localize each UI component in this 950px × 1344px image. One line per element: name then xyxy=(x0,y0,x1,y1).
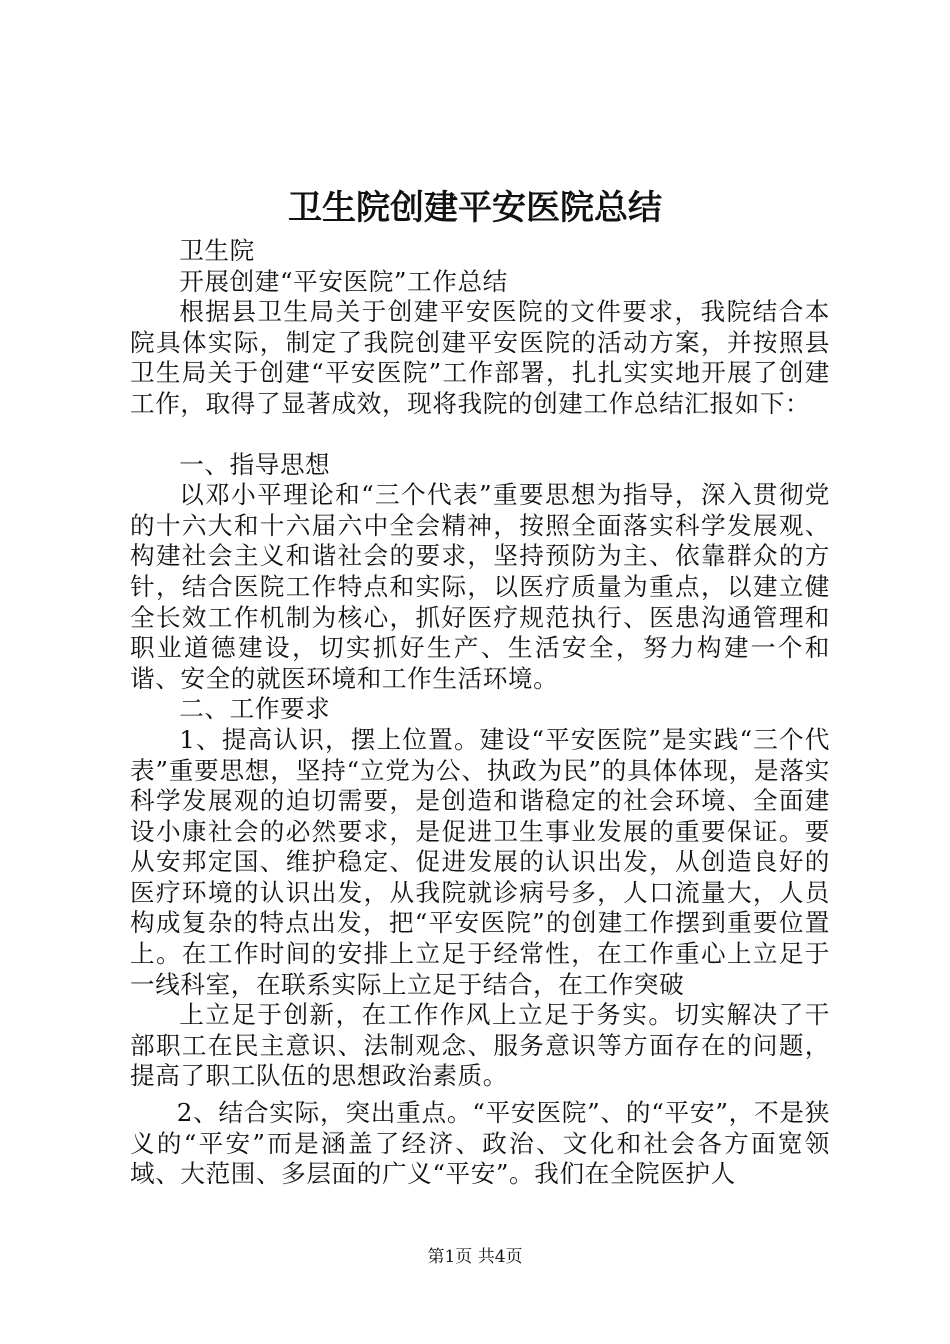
section-heading-guiding-ideology: 一、指导思想 xyxy=(179,449,331,479)
requirement-2-paragraph: 2、结合实际，突出重点。“平安医院”、的“平安”，不是狭义的“平安”而是涵盖了经济、政治、文化和社会各方面宽领域、大范围、多层面的广义“平安”。我们在全院医护人 xyxy=(130,1098,830,1189)
section-heading-work-requirements: 二、工作要求 xyxy=(179,694,331,724)
author-line: 卫生院 xyxy=(179,236,255,265)
document-title: 卫生院创建平安医院总结 xyxy=(288,188,662,228)
guiding-ideology-paragraph: 以邓小平理论和“三个代表”重要思想为指导，深入贯彻党的十六大和十六届六中全会精神，按照全面落实科学发展观、构建社会主义和谐社会的要求，坚持预防为主、依靠群众的方针，结合医院工作特点和实际，以医疗质量为重点，以建立健全长效工作机制为核心，抓好医疗规范执行、医患沟通管理和职业道德建设，切实抓好生产、生活安全，努力构建一个和谐、安全的就医环境和工作生活环境。 xyxy=(130,480,830,693)
intro-paragraph: 根据县卫生局关于创建平安医院的文件要求，我院结合本院具体实际，制定了我院创建平安医院的活动方案，并按照县卫生局关于创建“平安医院”工作部署，扎扎实实地开展了创建工作，取得了显著成效，现将我院的创建工作总结汇报如下： xyxy=(130,297,830,418)
document-body xyxy=(130,236,830,1190)
subtitle-line: 开展创建“平安医院”工作总结 xyxy=(179,266,508,296)
requirement-1-continued-paragraph: 上立足于创新，在工作作风上立足于务实。切实解决了干部职工在民主意识、法制观念、服务意识等方面存在的问题，提高了职工队伍的思想政治素质。 xyxy=(130,1000,830,1091)
page-number-footer: 第1页 共4页 xyxy=(427,1247,523,1267)
requirement-1-paragraph: 1、提高认识，摆上位置。建设“平安医院”是实践“三个代表”重要思想，坚持“立党为公、执政为民”的具体体现，是落实科学发展观的迫切需要，是创造和谐稳定的社会环境、全面建设小康社会的必然要求，是促进卫生事业发展的重要保证。要从安邦定国、维护稳定、促进发展的认识出发，从创造良好的医疗环境的认识出发，从我院就诊病号多，人口流量大，人员构成复杂的特点出发，把“平安医院”的创建工作摆到重要位置上。在工作时间的安排上立足于经常性，在工作重心上立足于一线科室，在联系实际上立足于结合，在工作突破 xyxy=(130,724,830,999)
